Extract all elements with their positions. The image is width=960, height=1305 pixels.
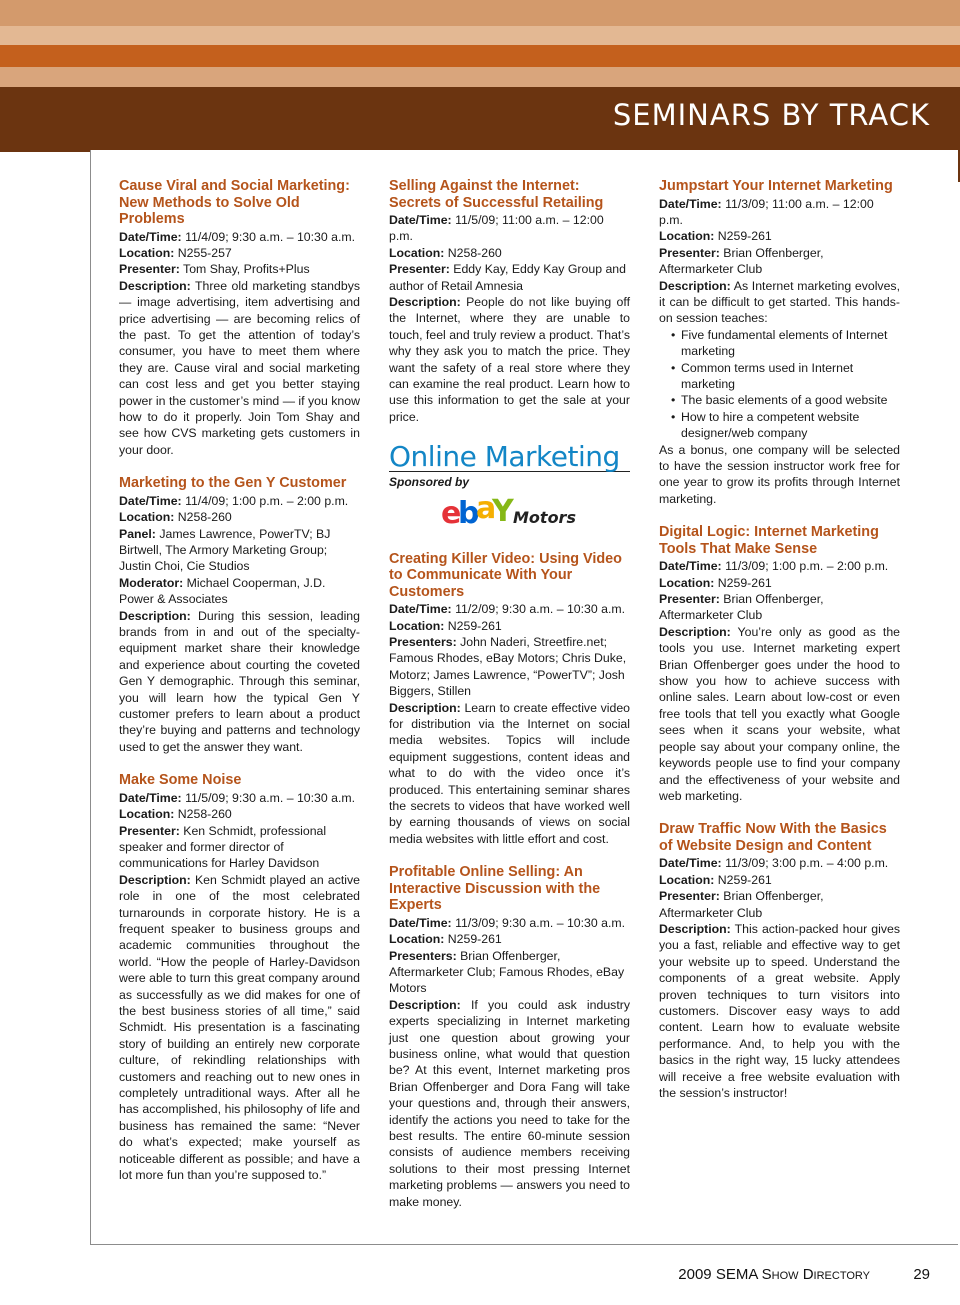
header-stripe-3	[0, 45, 960, 67]
session-location: N259-261	[717, 872, 772, 887]
session-title: Digital Logic: Internet Marketing Tools That Make Sense	[659, 524, 879, 557]
session	[659, 178, 900, 507]
session	[119, 178, 360, 458]
publication-name	[678, 1266, 870, 1283]
track-title: Online Marketing	[389, 440, 620, 474]
header-stripe-1	[0, 0, 960, 26]
description-label: Description:	[389, 997, 461, 1012]
column-3	[659, 178, 900, 1118]
datetime-label: Date/Time:	[389, 602, 452, 617]
session-presenter: Brian Offenberger, Aftermarketer Club	[659, 592, 824, 623]
sponsored-by-label: Sponsored by	[389, 475, 470, 490]
location-label: Location:	[659, 229, 715, 244]
description-label: Description:	[659, 278, 731, 293]
location-label: Location:	[119, 245, 175, 260]
session-location: N258-260	[177, 510, 232, 525]
session-title: Draw Traffic Now With the Basics of Website Design and Content	[659, 821, 887, 854]
location-label: Location:	[119, 510, 175, 525]
session-description: Ken Schmidt played an active role in one of the most celebrated turnarounds in corporate history. He is a frequent speaker to business groups and academic communities throughout the world. “How the people of Harley-Davidson were able to turn this great company around as successfully as we did makes for one of the best business stories of all time,” said Schmidt. His presentation is a fascinating story of building an entirely new corporate culture, of rekindling relationships with customers and reaching out to new ones in completely untraditional ways. After all he has accomplished, his philosophy of life and business has remained the same: “Never do what’s expected; make yourself as noticeable different as possible; and have a lot more fun than you’re supposed to.”	[119, 872, 360, 1183]
header-stripe-2	[0, 26, 960, 45]
session-title: Cause Viral and Social Marketing: New Methods to Solve Old Problems	[119, 178, 350, 227]
location-label: Location:	[389, 618, 445, 633]
session-datetime: 11/3/09; 9:30 a.m. – 10:30 a.m.	[455, 915, 626, 930]
description-label: Description:	[119, 872, 191, 887]
session-description: If you could ask industry experts specializing in Internet marketing just one question about growing your business online, what would that question be? At this event, Internet marketing pros Brian Offenberger and Dora Fang will take your questions and, through their answers, identify the actions you need to take for the best results. The entire 60-minute session consists of audience members receiving solutions to their most pressing Internet marketing problems — answers you need to make money.	[389, 997, 630, 1209]
session-title: Jumpstart Your Internet Marketing	[659, 178, 893, 194]
description-label: Description:	[659, 624, 731, 639]
location-label: Location:	[119, 807, 175, 822]
datetime-label: Date/Time:	[389, 915, 452, 930]
session	[389, 864, 630, 1210]
session-datetime: 11/2/09; 9:30 a.m. – 10:30 a.m.	[455, 602, 626, 617]
session	[119, 772, 360, 1183]
session-location: N259-261	[447, 932, 502, 947]
session	[389, 178, 630, 425]
session-moderator: Michael Cooperman, J.D. Power & Associates	[119, 575, 326, 607]
session-location: N258-260	[177, 807, 232, 822]
logo-letter-y: Y	[492, 493, 514, 529]
session	[389, 551, 630, 848]
presenter-label: Presenter:	[659, 245, 720, 260]
session-datetime: 11/5/09; 9:30 a.m. – 10:30 a.m.	[185, 790, 356, 805]
moderator-label: Moderator:	[119, 575, 184, 590]
session-presenter: Tom Shay, Profits+Plus	[183, 262, 310, 277]
session-description: As Internet marketing evolves, it can be difficult to get started. This hands-on session teaches:	[659, 278, 900, 326]
location-label: Location:	[389, 245, 445, 260]
page-footer	[0, 1266, 960, 1286]
location-label: Location:	[389, 932, 445, 947]
description-label: Description:	[389, 295, 461, 310]
presenter-label: Presenter:	[389, 262, 450, 277]
session-presenter: Brian Offenberger, Aftermarketer Club	[659, 245, 824, 277]
session-datetime: 11/3/09; 1:00 p.m. – 2:00 p.m.	[725, 559, 889, 574]
bonus-text: As a bonus, one company will be selected to have the session instructor work free for one year to grow its profits through Internet marketing.	[659, 442, 900, 506]
session-datetime: 11/4/09; 1:00 p.m. – 2:00 p.m.	[185, 493, 349, 508]
datetime-label: Date/Time:	[659, 196, 722, 211]
logo-letter-b: b	[458, 495, 480, 531]
session-description: This action-packed hour gives you a fast, reliable and effective way to get your website up to speed. Understand the components of a great website. Apply proven techniques to turn visitors into customers. Discover easy ways to add content. Learn how to evaluate website performance. And, to help you with the basics in the right way, 15 lucky attendees will receive a free website evaluation with the session’s instructor!	[659, 921, 900, 1100]
session-datetime: 11/4/09; 9:30 a.m. – 10:30 a.m.	[185, 229, 356, 244]
datetime-label: Date/Time:	[389, 213, 452, 227]
list-item: • Five fundamental elements of Internet marketing	[659, 327, 900, 360]
presenter-label: Presenter:	[659, 592, 720, 607]
session-description: You’re only as good as the tools you use. Internet marketing expert Brian Offenberger goes under the hood to show you how to achieve success with online sales. Learn about low-cost or even free tools that tell you exactly what Google sees when it scans your website, what people say about your company online, the keywords people use to find your company and the effectiveness of your website and web marketing.	[659, 624, 900, 803]
publication-title: Show Directory	[761, 1266, 870, 1283]
panel-label: Panel:	[119, 526, 156, 541]
session-location: N259-261	[447, 618, 502, 633]
datetime-label: Date/Time:	[119, 229, 182, 244]
list-item: • Common terms used in Internet marketing	[659, 360, 900, 393]
logo-letter-e: e	[441, 495, 462, 531]
session-datetime: 11/3/09; 11:00 a.m. – 12:00 p.m.	[659, 196, 874, 227]
session-datetime: 11/3/09; 3:00 p.m. – 4:00 p.m.	[725, 856, 889, 871]
location-label: Location:	[659, 575, 715, 590]
session-description: Three old marketing standbys — image advertising, item advertising and price advertising — are becoming relics of the past. To get the attention of today’s consumer, you have to meet them where they are. Cause viral and social marketing can cost less and get you better staying power in the customer’s mind — if you know how to do it properly. Join Tom Shay and see how CVS marketing gets customers in your door.	[119, 278, 360, 457]
session-datetime: 11/5/09; 11:00 a.m. – 12:00 p.m.	[389, 213, 604, 244]
datetime-label: Date/Time:	[119, 790, 182, 805]
session-description: Learn to create effective video for distribution via the Internet on social media websites. Topics will include equipment suggestions, content ideas and what to do with the video once it’s produced. This entertaining seminar shares the secrets to videos that have worked well by earning thousands of views on social media websites with little effort and cost.	[389, 700, 630, 846]
datetime-label: Date/Time:	[659, 856, 722, 871]
session-panel: James Lawrence, PowerTV; BJ Birtwell, The Armory Marketing Group; Justin Choi, Cie Studios	[119, 526, 331, 574]
track-heading-online-marketing	[389, 442, 630, 534]
session	[659, 524, 900, 804]
session-location: N255-257	[177, 245, 232, 260]
topic-list	[659, 327, 900, 442]
presenter-label: Presenter:	[119, 262, 180, 277]
description-label: Description:	[659, 921, 731, 936]
ebay-motors-logo	[441, 493, 630, 535]
session-presenters: Brian Offenberger, Aftermarketer Club; Famous Rhodes, eBay Motors	[389, 948, 625, 996]
column-1	[119, 178, 360, 1200]
list-item: • The basic elements of a good website	[659, 392, 900, 408]
description-label: Description:	[119, 608, 191, 623]
session-title: Marketing to the Gen Y Customer	[119, 475, 347, 492]
logo-letter-a: a	[476, 492, 497, 526]
session-location: N258-260	[447, 245, 502, 260]
session-title: Selling Against the Internet: Secrets of Successful Retailing	[389, 178, 604, 211]
session-title: Profitable Online Selling: An Interactive Discussion with the Experts	[389, 864, 601, 914]
session	[119, 475, 360, 755]
presenters-label: Presenters:	[389, 948, 457, 963]
logo-word-motors: Motors	[513, 507, 576, 527]
session-title: Make Some Noise	[119, 772, 242, 789]
list-item: • How to hire a competent website designer/web company	[659, 409, 900, 442]
session-description: People do not like buying off the Internet, where they are unable to touch, feel and truly review a product. That’s why they ask you to match the price. They want the safety of a real store where they can examine the real product. Learn how to use this information to get the sale at your price.	[389, 295, 630, 424]
session-presenter: Brian Offenberger, Aftermarketer Club	[659, 889, 824, 920]
session-presenters: John Naderi, Streetfire.net; Famous Rhodes, eBay Motors; Chris Duke, Motorz; James Lawrence, “PowerTV”; Josh Biggers, Stillen	[389, 635, 627, 699]
description-label: Description:	[389, 700, 461, 715]
ebay-motors-logo-icon	[441, 493, 581, 533]
session-presenter: Eddy Kay, Eddy Kay Group and author of Retail Amnesia	[389, 262, 626, 293]
page-number: 29	[913, 1266, 930, 1283]
session-presenter: Ken Schmidt, professional speaker and former director of communications for Harley Davidson	[119, 823, 327, 871]
location-label: Location:	[659, 872, 715, 887]
presenter-label: Presenter:	[119, 823, 180, 838]
datetime-label: Date/Time:	[659, 559, 722, 574]
session-location: N259-261	[717, 575, 772, 590]
session-description: During this session, leading brands from in and out of the specialty-equipment market share their knowledge and experience about courting the coveted Gen Y demographic. Through this seminar, you will learn how the typical Gen Y customer prefers to learn about a product they’re buying and patterns and technology used to get the answer they want.	[119, 608, 360, 754]
description-label: Description:	[119, 278, 191, 293]
session	[659, 821, 900, 1101]
session-location: N259-261	[717, 229, 772, 244]
presenter-label: Presenter:	[659, 889, 720, 904]
datetime-label: Date/Time:	[119, 493, 182, 508]
session-title: Creating Killer Video: Using Video to Communicate With Your Customers	[389, 550, 622, 600]
presenters-label: Presenters:	[389, 635, 457, 649]
publication-year: 2009 SEMA	[678, 1266, 758, 1283]
page-title: SEMINARS BY TRACK	[612, 98, 930, 132]
column-2	[389, 178, 630, 1227]
header-stripe-4	[0, 67, 960, 87]
